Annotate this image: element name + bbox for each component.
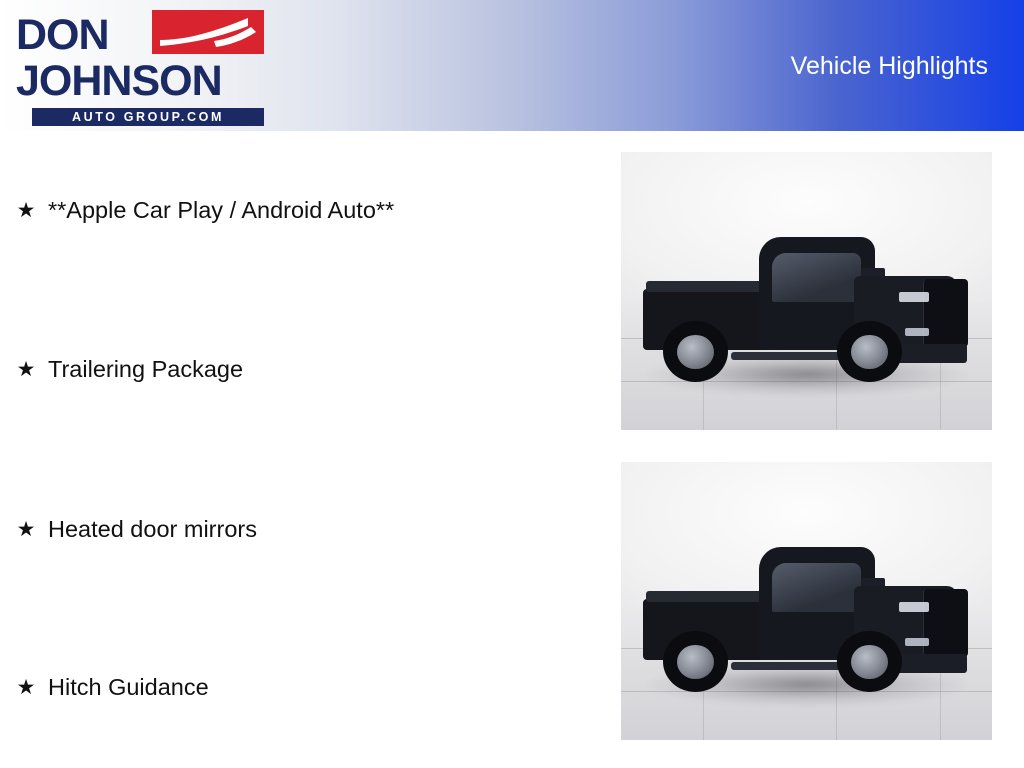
studio-background <box>621 152 992 430</box>
feature-label: Trailering Package <box>48 356 244 382</box>
star-icon: ★ <box>16 518 36 541</box>
list-item <box>16 674 209 701</box>
page-title: Vehicle Highlights <box>790 52 988 80</box>
list-item <box>16 356 243 383</box>
page-header <box>0 0 1024 131</box>
star-icon: ★ <box>16 358 36 381</box>
dealer-logo <box>16 8 264 128</box>
list-item <box>16 197 394 224</box>
page-content <box>0 131 1024 768</box>
feature-label: Heated door mirrors <box>48 516 257 542</box>
truck-illustration <box>636 534 977 695</box>
vehicle-photo <box>621 152 992 430</box>
star-icon: ★ <box>16 676 36 699</box>
feature-label: **Apple Car Play / Android Auto** <box>48 197 395 223</box>
red-swoosh-icon <box>152 10 264 54</box>
logo-line-1: DON <box>16 11 109 59</box>
feature-list <box>0 131 600 768</box>
vehicle-photo <box>621 462 992 740</box>
list-item <box>16 516 257 543</box>
logo-line-2: JOHNSON <box>16 57 222 105</box>
feature-label: Hitch Guidance <box>48 674 209 700</box>
truck-illustration <box>636 224 977 385</box>
star-icon: ★ <box>16 199 36 222</box>
studio-background <box>621 462 992 740</box>
logo-subtitle: AUTO GROUP.COM <box>32 108 264 126</box>
